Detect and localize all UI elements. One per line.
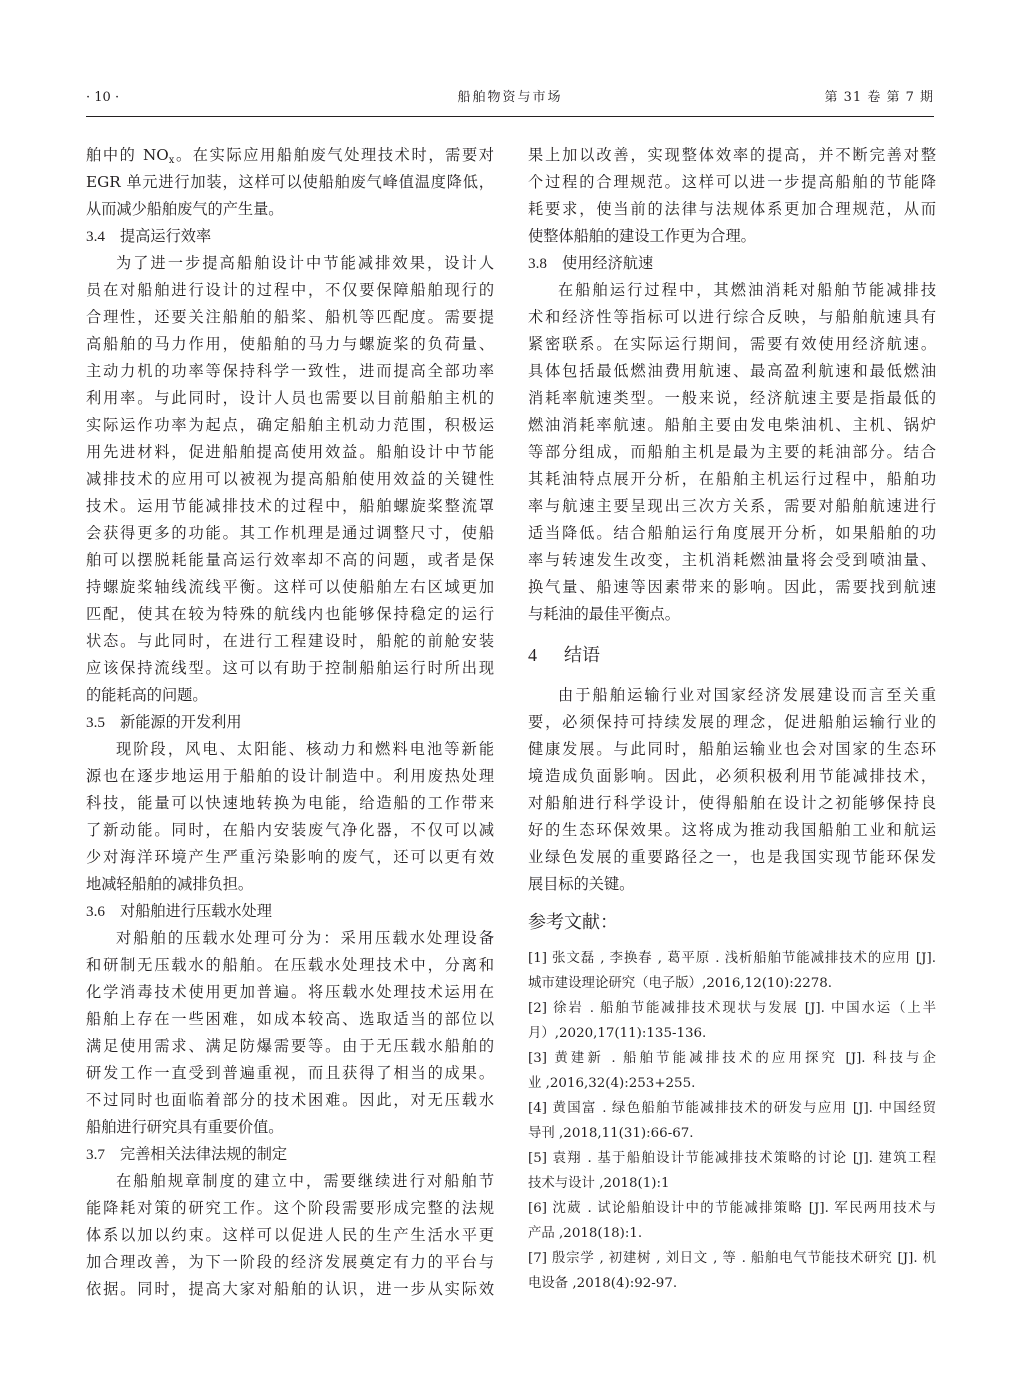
references-heading: 参考文献： — [528, 912, 618, 933]
text-line: 和研制无压载水的船舶。在压载水处理技术中，分离和 — [86, 956, 494, 974]
section-title: 完善相关法律法规的制定 — [120, 1145, 288, 1163]
text-line: 体系以加以约束。这样可以促进人民的生产生活水平更 — [86, 1226, 494, 1244]
section-heading: 3.8 使用经济航速 — [528, 254, 654, 272]
text-line: 燃油消耗率航速。船舶主要由发电柴油机、主机、锅炉 — [528, 416, 936, 434]
reference-line: [7] 殷宗学 , 初建树 , 刘日文 , 等 . 船舶电气节能技术研究 [J]. 机 — [528, 1251, 936, 1266]
reference-item — [528, 1146, 936, 1196]
reference-item — [528, 1096, 936, 1146]
section-heading — [86, 1141, 494, 1168]
section-title: 对船舶进行压载水处理 — [120, 902, 272, 920]
conclusion-heading: 4 结语 — [528, 645, 600, 666]
section-title: 新能源的开发利用 — [120, 713, 242, 731]
reference-line: [2] 徐岩 . 船舶节能减排技术现状与发展 [J]. 中国水运（上半 — [528, 1001, 936, 1016]
text-line: 状态。与此同时，在进行工程建设时，船舵的前舱安装 — [86, 632, 494, 650]
section-heading — [86, 709, 494, 736]
text-line: 船舶进行研究具有重要价值。 — [86, 1118, 284, 1136]
text-line: 减排技术的应用可以被视为提高船舶使用效益的关键性 — [86, 470, 494, 488]
text-line: 合理性，还要关注船舶的船桨、船机等匹配度。需要提 — [86, 308, 494, 326]
text-line: 在船舶运行过程中，其燃油消耗对船舶节能减排技 — [558, 281, 936, 299]
section-body — [86, 736, 494, 898]
text-line: 员在对船舶进行设计的过程中，不仅要保障船舶现行的 — [86, 281, 494, 299]
text-line: 要，必须保持可持续发展的理念，促进船舶运输行业的 — [528, 713, 936, 731]
text-line: 应该保持流线型。这可以有助于控制船舶运行时所出现 — [86, 659, 494, 677]
text-line: 源也在逐步地运用于船舶的设计制造中。利用废热处理 — [86, 767, 494, 785]
section-number: 3.6 — [86, 903, 105, 920]
text-line: 利用率。与此同时，设计人员也需要以目前船舶主机的 — [86, 389, 494, 407]
running-head — [86, 88, 934, 108]
text-line: 对船舶进行科学设计，使得船舶在设计之初能够保持良 — [528, 794, 936, 812]
page-number: · 10 · — [86, 90, 120, 105]
reference-line: 电设备 ,2018(4):92-97. — [528, 1276, 678, 1291]
section-number: 3.4 — [86, 228, 105, 245]
text-line: 个过程的合理规范。这样可以进一步提高船舶的节能降 — [528, 173, 936, 191]
text-line: 从而减少船舶废气的产生量。 — [86, 200, 284, 218]
section-body — [86, 925, 494, 1141]
reference-item — [528, 1246, 936, 1296]
text-line: 加合理改善，为下一阶段的经济发展奠定有力的平台与 — [86, 1253, 494, 1271]
text-line: 了新动能。同时，在船内安装废气净化器，不仅可以减 — [86, 821, 494, 839]
text-line: 紧密联系。在实际运行期间，需要有效使用经济航速。 — [528, 335, 936, 353]
text-line: 实际运作功率为起点，确定船舶主机动力范围，积极运 — [86, 416, 494, 434]
journal-title: 船舶物资与市场 — [457, 90, 563, 105]
section-number: 3.5 — [86, 714, 105, 731]
conclusion-body — [528, 682, 936, 898]
reference-line: [5] 袁翔 . 基于船舶设计节能减排技术策略的讨论 [J]. 建筑工程 — [528, 1151, 936, 1166]
reference-item — [528, 1196, 936, 1246]
text-line: 研发工作一直受到普遍重视，而且获得了相当的成果。 — [86, 1064, 494, 1082]
text-line: 换气量、船速等因素带来的影响。因此，需要找到航速 — [528, 578, 936, 596]
issue-label: 第 31 卷 第 7 期 — [824, 90, 934, 105]
reference-line: 导刊 ,2018,11(31):66-67. — [528, 1126, 694, 1141]
reference-item — [528, 946, 936, 996]
continued-paragraph — [528, 142, 936, 250]
text-line: 持螺旋桨轴线流线平衡。这样可以使船舶左右区域更加 — [86, 578, 494, 596]
text-line: 用先进材料，促进船舶提高使用效益。船舶设计中节能 — [86, 443, 494, 461]
text-line: 消耗率航速类型。一般来说，经济航速主要是指最低的 — [528, 389, 936, 407]
reference-line: 业 ,2016,32(4):253+255. — [528, 1076, 696, 1091]
text-line: 现阶段，风电、太阳能、核动力和燃料电池等新能 — [116, 740, 494, 758]
text-line: 健康发展。与此同时，船舶运输业也会对国家的生态环 — [528, 740, 936, 758]
text-line: 科技，能量可以快速地转换为电能，给造船的工作带来 — [86, 794, 494, 812]
text-line: 化学消毒技术使用更加普遍。将压载水处理技术运用在 — [86, 983, 494, 1001]
text-line: 地减轻船舶的减排负担。 — [86, 875, 254, 893]
section-body — [528, 277, 936, 628]
text-line: 术和经济性等指标可以进行综合反映，与船舶航速具有 — [528, 308, 936, 326]
text-line: 果上加以改善，实现整体效率的提高，并不断完善对整 — [528, 146, 936, 164]
reference-line: 城市建设理论研究（电子版）,2016,12(10):2278. — [528, 976, 833, 991]
text-line: 适当降低。结合船舶运行角度展开分析，如果船舶的功 — [528, 524, 936, 542]
left-sections — [86, 223, 494, 1303]
text-line: 能降耗对策的研究工作。这个阶段需要形成完整的法规 — [86, 1199, 494, 1217]
right-column — [528, 142, 936, 1296]
reference-line: 产品 ,2018(18):1. — [528, 1226, 643, 1241]
section-number: 3.7 — [86, 1146, 105, 1163]
text-line: 其耗油特点展开分析，在船舶主机运行过程中，船舶功 — [528, 470, 936, 488]
reference-line: [1] 张文磊 , 李换春 , 葛平原 . 浅析船舶节能减排技术的应用 [J]. — [528, 951, 936, 966]
reference-item — [528, 996, 936, 1046]
text-line: 展目标的关键。 — [528, 875, 635, 893]
text-line: 由于船舶运输行业对国家经济发展建设而言至关重 — [558, 686, 936, 704]
text-line: 依据。同时，提高大家对船舶的认识，进一步从实际效 — [86, 1280, 494, 1298]
header-rule — [86, 116, 934, 117]
section-body — [86, 250, 494, 709]
reference-line: [3] 黄建新 . 船舶节能减排技术的应用探究 [J]. 科技与企 — [528, 1051, 936, 1066]
text-line: 对船舶的压载水处理可分为：采用压载水处理设备 — [116, 929, 494, 947]
reference-item — [528, 1046, 936, 1096]
text-line: 的能耗高的问题。 — [86, 686, 208, 704]
reference-line: 技术与设计 ,2018(1):1 — [528, 1176, 670, 1191]
text-line: 技术。运用节能减排技术的过程中，船舶螺旋桨整流罩 — [86, 497, 494, 515]
text-line: 高船舶的马力作用，使船舶的马力与螺旋桨的负荷量、 — [86, 335, 494, 353]
text-line: EGR 单元进行加装，这样可以使船舶废气峰值温度降低， — [86, 173, 494, 191]
text-line: 会获得更多的功能。其工作机理是通过调整尺寸，使船 — [86, 524, 494, 542]
section-title: 提高运行效率 — [120, 227, 212, 245]
text-line: 好的生态环保效果。这将成为推动我国船舶工业和航运 — [528, 821, 936, 839]
reference-line: 月）,2020,17(11):135-136. — [528, 1026, 707, 1041]
text-line: 等部分组成，而船舶主机是最为主要的耗油部分。结合 — [528, 443, 936, 461]
text-line: 少对海洋环境产生严重污染影响的废气，还可以更有效 — [86, 848, 494, 866]
text-line: 为了进一步提高船舶设计中节能减排效果，设计人 — [116, 254, 494, 272]
reference-list — [528, 946, 936, 1296]
text-line: 舶中的 $NO_x$。在实际应用船舶废气处理技术时，需要对 — [86, 146, 494, 166]
text-line: 率与转速发生改变，主机消耗燃油量将会受到喷油量、 — [528, 551, 936, 569]
text-line: 与耗油的最佳平衡点。 — [528, 605, 680, 623]
text-line: 耗要求，使当前的法律与法规体系更加合理规范，从而 — [528, 200, 936, 218]
text-line: 舶可以摆脱耗能量高运行效率却不高的问题，或者是保 — [86, 551, 494, 569]
text-line: 满足使用需求、满足防爆需要等。由于无压载水船舶的 — [86, 1037, 494, 1055]
text-line: 具体包括最低燃油费用航速、最高盈利航速和最低燃油 — [528, 362, 936, 380]
left-column — [86, 142, 494, 1303]
reference-line: [4] 黄国富 . 绿色船舶节能减排技术的研发与应用 [J]. 中国经贸 — [528, 1101, 936, 1116]
text-line: 境造成负面影响。因此，必须积极利用节能减排技术， — [528, 767, 936, 785]
text-line: 主动力机的功率等保持科学一致性，进而提高全部功率 — [86, 362, 494, 380]
text-line: 率与航速主要呈现出三次方关系，需要对船舶航速进行 — [528, 497, 936, 515]
text-line: 不过同时也面临着部分的技术困难。因此，对无压载水 — [86, 1091, 494, 1109]
section-heading — [86, 223, 494, 250]
text-line: 匹配，使其在较为特殊的航线内也能够保持稳定的运行 — [86, 605, 494, 623]
text-line: 在船舶规章制度的建立中，需要继续进行对船舶节 — [116, 1172, 494, 1190]
text-line: 船舶上存在一些困难，如成本较高、选取适当的部位以 — [86, 1010, 494, 1028]
reference-line: [6] 沈葳 . 试论船舶设计中的节能减排策略 [J]. 军民两用技术与 — [528, 1201, 936, 1216]
section-body — [86, 1168, 494, 1303]
text-line: 使整体船舶的建设工作更为合理。 — [528, 227, 756, 245]
text-line: 业绿色发展的重要路径之一，也是我国实现节能环保发 — [528, 848, 936, 866]
section-heading — [86, 898, 494, 925]
